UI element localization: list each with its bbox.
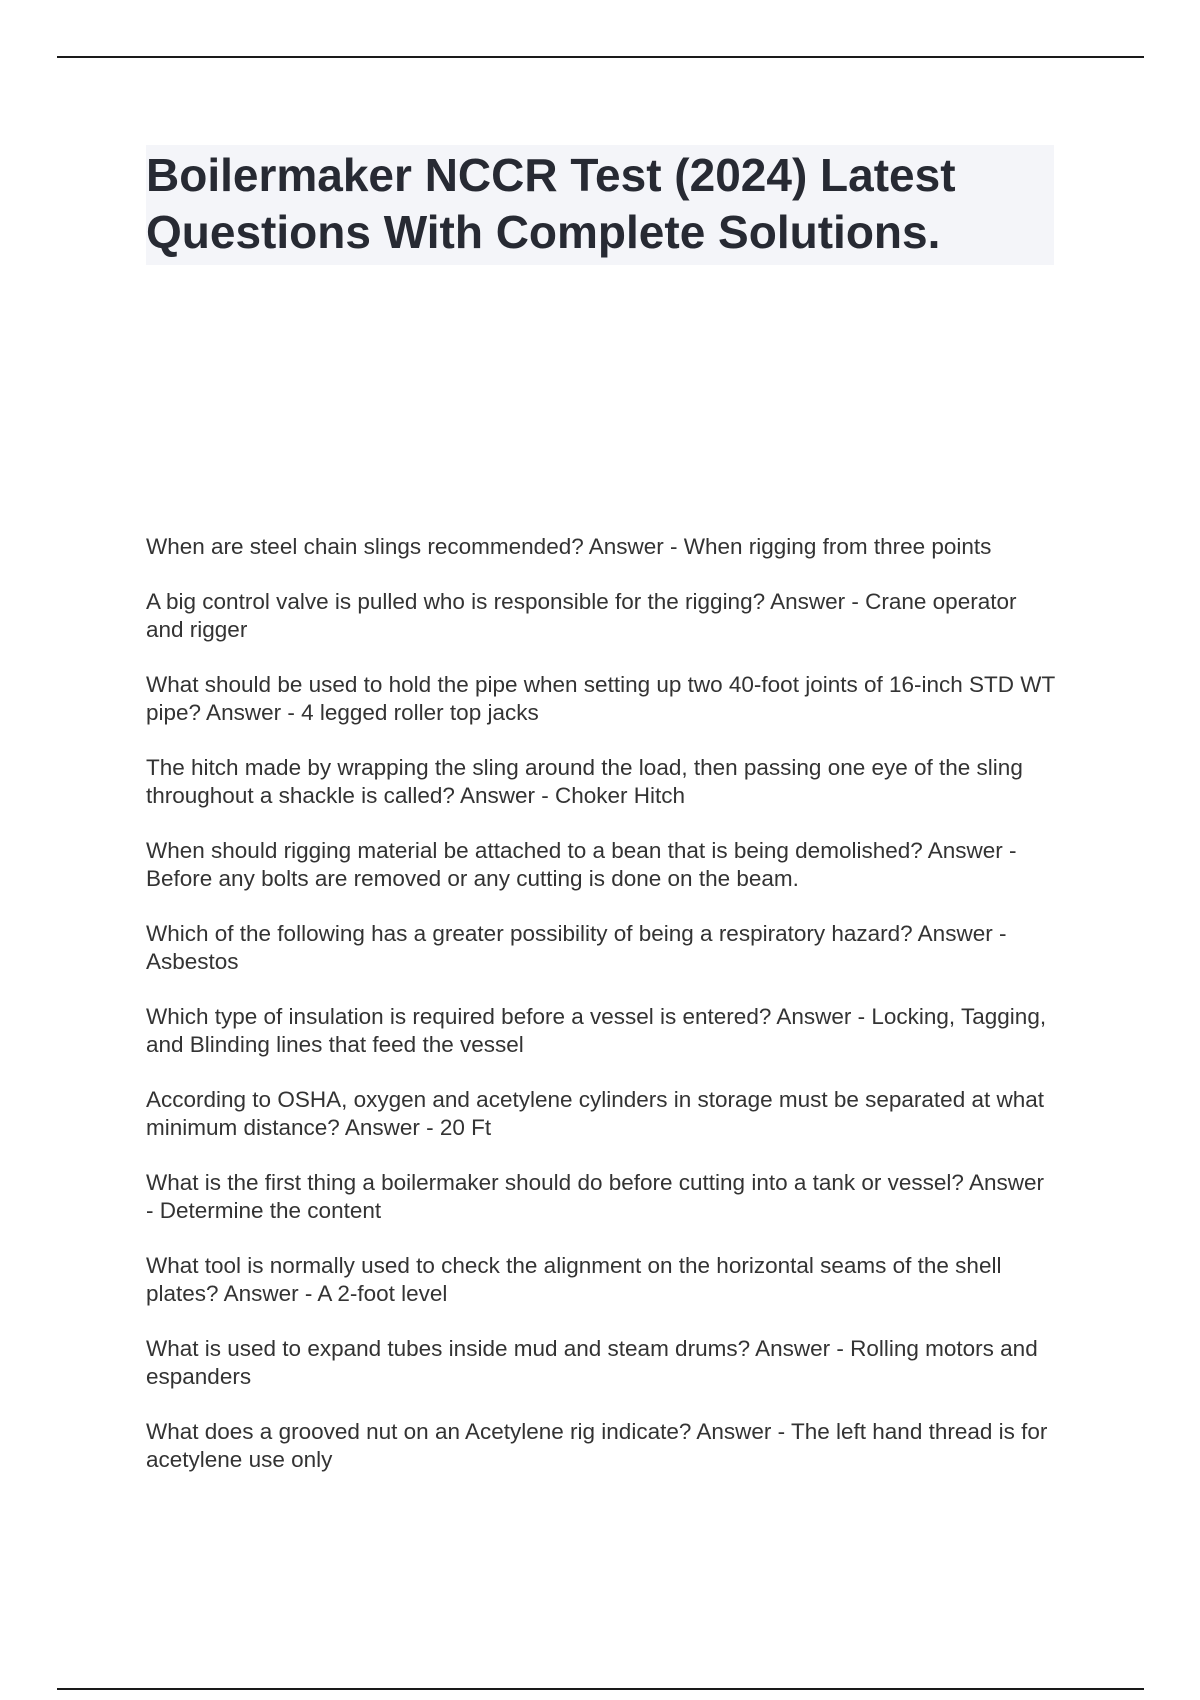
qa-item: A big control valve is pulled who is responsible for the rigging? Answer - Crane operator and rigger (146, 589, 1017, 642)
qa-item: What is the first thing a boilermaker should do before cutting into a tank or vessel? Answer - Determine the content (146, 1170, 1044, 1223)
bottom-divider (57, 1688, 1144, 1690)
qa-item: When are steel chain slings recommended? Answer - When rigging from three points (146, 534, 992, 559)
qa-item: What is used to expand tubes inside mud and steam drums? Answer - Rolling motors and espanders (146, 1336, 1038, 1389)
top-divider (57, 56, 1144, 58)
title-block (146, 145, 1054, 265)
qa-item: The hitch made by wrapping the sling around the load, then passing one eye of the sling throughout a shackle is called? Answer - Choker Hitch (146, 755, 1023, 808)
qa-item: What should be used to hold the pipe when setting up two 40-foot joints of 16-inch STD WT pipe? Answer - 4 legged roller top jacks (146, 672, 1055, 725)
qa-item: Which of the following has a greater possibility of being a respiratory hazard? Answer - Asbestos (146, 921, 1007, 974)
qa-item: What tool is normally used to check the alignment on the horizontal seams of the shell plates? Answer - A 2-foot level (146, 1253, 1002, 1306)
qa-item: Which type of insulation is required before a vessel is entered? Answer - Locking, Tagging, and Blinding lines that feed the vessel (146, 1004, 1047, 1057)
document-title: Boilermaker NCCR Test (2024) Latest Questions With Complete Solutions. (146, 149, 956, 258)
qa-list (146, 533, 1056, 1501)
qa-item: When should rigging material be attached to a bean that is being demolished? Answer - Before any bolts are removed or any cutting is done on the beam. (146, 838, 1017, 891)
qa-item: According to OSHA, oxygen and acetylene cylinders in storage must be separated at what minimum distance? Answer - 20 Ft (146, 1087, 1045, 1140)
qa-item: What does a grooved nut on an Acetylene rig indicate? Answer - The left hand thread is for acetylene use only (146, 1419, 1048, 1472)
